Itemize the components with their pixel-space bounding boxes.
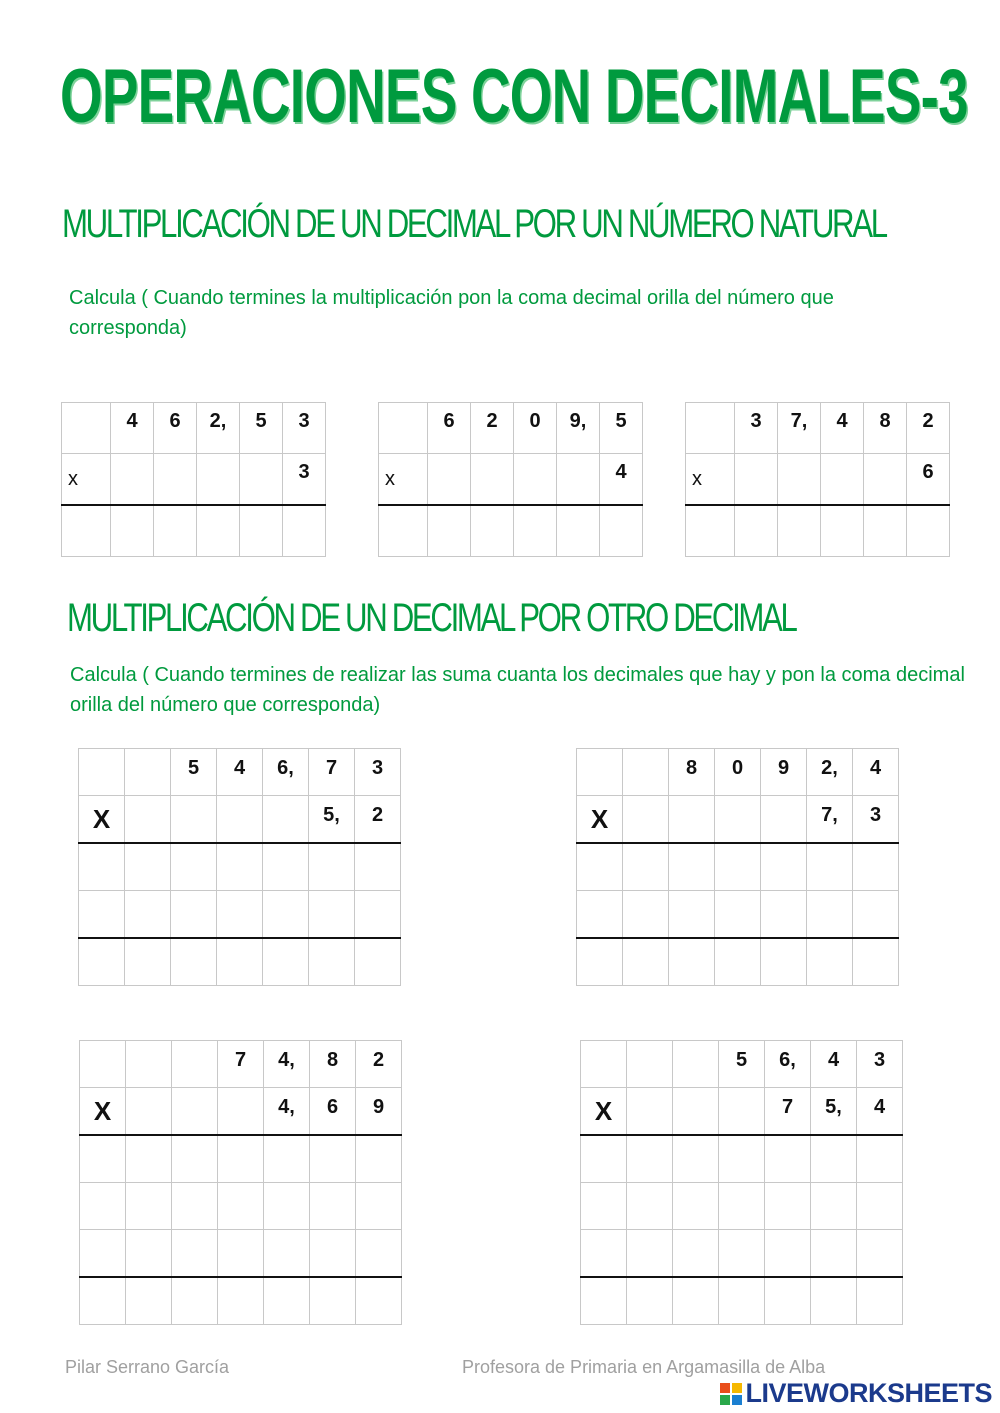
grid-row <box>80 1135 402 1183</box>
answer-cell[interactable] <box>428 454 471 506</box>
grid-row <box>79 843 401 891</box>
digit-cell: 4 <box>821 403 864 454</box>
answer-cell[interactable] <box>761 796 807 844</box>
multiply-sign: X <box>581 1088 627 1136</box>
digit-cell: 2 <box>355 796 401 844</box>
answer-cell[interactable] <box>715 891 761 939</box>
answer-cell[interactable] <box>126 1183 172 1230</box>
digit-cell: 7 <box>765 1088 811 1136</box>
grid-row <box>581 1183 903 1230</box>
grid-row <box>686 505 950 557</box>
problem-6-grid[interactable] <box>79 1040 402 1325</box>
digit-cell: 3 <box>283 454 326 506</box>
answer-cell[interactable] <box>907 505 950 557</box>
answer-cell[interactable] <box>864 454 907 506</box>
digit-cell: 6 <box>310 1088 356 1136</box>
liveworksheets-logo-text: LIVEWORKSHEETS <box>745 1378 992 1408</box>
grid-row <box>379 403 643 454</box>
answer-cell[interactable] <box>719 1230 765 1278</box>
answer-cell[interactable] <box>172 1088 218 1136</box>
answer-cell[interactable] <box>577 749 623 796</box>
answer-cell[interactable] <box>765 1135 811 1183</box>
grid-row <box>62 454 326 506</box>
answer-cell[interactable] <box>79 891 125 939</box>
digit-cell: 4 <box>811 1041 857 1088</box>
answer-cell[interactable] <box>719 1135 765 1183</box>
answer-cell[interactable] <box>154 505 197 557</box>
answer-cell[interactable] <box>80 1277 126 1325</box>
answer-cell[interactable] <box>263 891 309 939</box>
answer-cell[interactable] <box>218 1088 264 1136</box>
grid-row <box>79 796 401 844</box>
answer-cell[interactable] <box>171 938 217 986</box>
answer-cell[interactable] <box>669 891 715 939</box>
answer-cell[interactable] <box>309 938 355 986</box>
answer-cell[interactable] <box>218 1135 264 1183</box>
answer-cell[interactable] <box>217 796 263 844</box>
digit-cell: 2 <box>907 403 950 454</box>
answer-cell[interactable] <box>309 891 355 939</box>
problem-5-grid[interactable] <box>576 748 899 986</box>
grid-row <box>79 749 401 796</box>
answer-cell[interactable] <box>581 1041 627 1088</box>
answer-cell[interactable] <box>310 1183 356 1230</box>
answer-cell[interactable] <box>197 505 240 557</box>
answer-cell[interactable] <box>673 1183 719 1230</box>
digit-cell: 7, <box>807 796 853 844</box>
answer-cell[interactable] <box>80 1041 126 1088</box>
liveworksheets-logo <box>720 1378 992 1409</box>
answer-cell[interactable] <box>126 1277 172 1325</box>
digit-cell: 4 <box>111 403 154 454</box>
digit-cell: 6, <box>263 749 309 796</box>
answer-cell[interactable] <box>821 505 864 557</box>
digit-cell: 4 <box>217 749 263 796</box>
digit-cell: 3 <box>853 796 899 844</box>
answer-cell[interactable] <box>283 505 326 557</box>
digit-cell: 5 <box>171 749 217 796</box>
answer-cell[interactable] <box>627 1041 673 1088</box>
digit-cell: 5 <box>600 403 643 454</box>
digit-cell: 7, <box>778 403 821 454</box>
answer-cell[interactable] <box>623 843 669 891</box>
answer-cell[interactable] <box>811 1135 857 1183</box>
multiply-sign: x <box>62 454 111 506</box>
answer-cell[interactable] <box>686 505 735 557</box>
answer-cell[interactable] <box>310 1277 356 1325</box>
grid-row <box>577 891 899 939</box>
multiply-sign: x <box>686 454 735 506</box>
answer-cell[interactable] <box>264 1183 310 1230</box>
digit-cell: 6 <box>428 403 471 454</box>
answer-cell[interactable] <box>627 1183 673 1230</box>
answer-cell[interactable] <box>379 403 428 454</box>
answer-cell[interactable] <box>719 1088 765 1136</box>
section2-heading: MULTIPLICACIÓN DE UN DECIMAL POR OTRO DECIMAL <box>67 596 796 640</box>
grid-row <box>686 454 950 506</box>
problem-1-grid[interactable] <box>61 402 326 557</box>
multiply-sign: X <box>79 796 125 844</box>
answer-cell[interactable] <box>623 796 669 844</box>
answer-cell[interactable] <box>669 843 715 891</box>
digit-cell: 8 <box>310 1041 356 1088</box>
answer-cell[interactable] <box>310 1135 356 1183</box>
answer-cell[interactable] <box>853 891 899 939</box>
digit-cell: 3 <box>355 749 401 796</box>
digit-cell: 5 <box>719 1041 765 1088</box>
answer-cell[interactable] <box>172 1277 218 1325</box>
answer-cell[interactable] <box>172 1041 218 1088</box>
answer-cell[interactable] <box>310 1230 356 1278</box>
answer-cell[interactable] <box>80 1135 126 1183</box>
answer-cell[interactable] <box>557 505 600 557</box>
answer-cell[interactable] <box>581 1135 627 1183</box>
answer-cell[interactable] <box>673 1088 719 1136</box>
answer-cell[interactable] <box>126 1088 172 1136</box>
digit-cell: 5, <box>811 1088 857 1136</box>
grid-row <box>80 1183 402 1230</box>
answer-cell[interactable] <box>80 1183 126 1230</box>
page-title: OPERACIONES CON DECIMALES-3 <box>60 54 968 139</box>
answer-cell[interactable] <box>263 843 309 891</box>
answer-cell[interactable] <box>761 938 807 986</box>
answer-cell[interactable] <box>309 843 355 891</box>
grid-row <box>581 1088 903 1136</box>
digit-cell: 5, <box>309 796 355 844</box>
answer-cell[interactable] <box>62 403 111 454</box>
digit-cell: 8 <box>864 403 907 454</box>
answer-cell[interactable] <box>811 1277 857 1325</box>
answer-cell[interactable] <box>719 1183 765 1230</box>
grid-row <box>577 749 899 796</box>
answer-cell[interactable] <box>379 505 428 557</box>
digit-cell: 9 <box>761 749 807 796</box>
answer-cell[interactable] <box>217 891 263 939</box>
answer-cell[interactable] <box>686 403 735 454</box>
answer-cell[interactable] <box>821 454 864 506</box>
answer-cell[interactable] <box>125 749 171 796</box>
footer-role: Profesora de Primaria en Argamasilla de Alba <box>462 1357 826 1377</box>
problem-7-grid[interactable] <box>580 1040 903 1325</box>
answer-cell[interactable] <box>471 505 514 557</box>
answer-cell[interactable] <box>355 843 401 891</box>
grid-row <box>577 796 899 844</box>
answer-cell[interactable] <box>864 505 907 557</box>
answer-cell[interactable] <box>715 796 761 844</box>
answer-cell[interactable] <box>356 1230 402 1278</box>
problem-2-grid[interactable] <box>378 402 643 557</box>
grid-row <box>80 1041 402 1088</box>
answer-cell[interactable] <box>218 1183 264 1230</box>
answer-cell[interactable] <box>355 938 401 986</box>
digit-cell: 5 <box>240 403 283 454</box>
digit-cell: 3 <box>283 403 326 454</box>
grid-row <box>581 1277 903 1325</box>
answer-cell[interactable] <box>719 1277 765 1325</box>
footer-author: Pilar Serrano García <box>65 1357 230 1377</box>
answer-cell[interactable] <box>79 938 125 986</box>
answer-cell[interactable] <box>263 796 309 844</box>
liveworksheets-logo-icon <box>720 1383 742 1405</box>
answer-cell[interactable] <box>627 1230 673 1278</box>
grid-row <box>577 938 899 986</box>
section1-instruction: Calcula ( Cuando termines la multiplicación pon la coma decimal orilla del número que corresponda) <box>69 287 834 339</box>
grid-row <box>379 505 643 557</box>
answer-cell[interactable] <box>111 454 154 506</box>
grid-row <box>62 505 326 557</box>
digit-cell: 0 <box>514 403 557 454</box>
grid-row <box>581 1041 903 1088</box>
digit-cell: 2 <box>471 403 514 454</box>
answer-cell[interactable] <box>807 891 853 939</box>
answer-cell[interactable] <box>125 796 171 844</box>
answer-cell[interactable] <box>807 843 853 891</box>
answer-cell[interactable] <box>857 1135 903 1183</box>
answer-cell[interactable] <box>154 454 197 506</box>
answer-cell[interactable] <box>471 454 514 506</box>
answer-cell[interactable] <box>673 1135 719 1183</box>
digit-cell: 6 <box>154 403 197 454</box>
digit-cell: 4 <box>857 1088 903 1136</box>
answer-cell[interactable] <box>577 938 623 986</box>
digit-cell: 9, <box>557 403 600 454</box>
answer-cell[interactable] <box>264 1135 310 1183</box>
answer-cell[interactable] <box>735 505 778 557</box>
answer-cell[interactable] <box>126 1041 172 1088</box>
answer-cell[interactable] <box>197 454 240 506</box>
digit-cell: 2, <box>807 749 853 796</box>
answer-cell[interactable] <box>857 1230 903 1278</box>
answer-cell[interactable] <box>79 843 125 891</box>
answer-cell[interactable] <box>514 454 557 506</box>
answer-cell[interactable] <box>581 1183 627 1230</box>
answer-cell[interactable] <box>673 1041 719 1088</box>
digit-cell: 2 <box>356 1041 402 1088</box>
answer-cell[interactable] <box>172 1183 218 1230</box>
answer-cell[interactable] <box>715 938 761 986</box>
answer-cell[interactable] <box>218 1230 264 1278</box>
answer-cell[interactable] <box>778 454 821 506</box>
answer-cell[interactable] <box>623 891 669 939</box>
digit-cell: 3 <box>857 1041 903 1088</box>
multiply-sign: X <box>577 796 623 844</box>
answer-cell[interactable] <box>557 454 600 506</box>
digit-cell: 7 <box>218 1041 264 1088</box>
answer-cell[interactable] <box>217 938 263 986</box>
section1-heading: MULTIPLICACIÓN DE UN DECIMAL POR UN NÚMERO NATURAL <box>62 202 886 246</box>
digit-cell: 4, <box>264 1088 310 1136</box>
answer-cell[interactable] <box>811 1230 857 1278</box>
answer-cell[interactable] <box>111 505 154 557</box>
answer-cell[interactable] <box>62 505 111 557</box>
digit-cell: 4 <box>853 749 899 796</box>
grid-row <box>581 1135 903 1183</box>
answer-cell[interactable] <box>172 1230 218 1278</box>
answer-cell[interactable] <box>577 891 623 939</box>
grid-row <box>62 403 326 454</box>
digit-cell: 4 <box>600 454 643 506</box>
answer-cell[interactable] <box>355 891 401 939</box>
answer-cell[interactable] <box>264 1230 310 1278</box>
answer-cell[interactable] <box>240 454 283 506</box>
answer-cell[interactable] <box>761 843 807 891</box>
digit-cell: 7 <box>309 749 355 796</box>
answer-cell[interactable] <box>356 1135 402 1183</box>
digit-cell: 2, <box>197 403 240 454</box>
grid-row <box>79 938 401 986</box>
answer-cell[interactable] <box>735 454 778 506</box>
answer-cell[interactable] <box>240 505 283 557</box>
digit-cell: 4, <box>264 1041 310 1088</box>
answer-cell[interactable] <box>217 843 263 891</box>
answer-cell[interactable] <box>853 938 899 986</box>
grid-row <box>686 403 950 454</box>
grid-row <box>379 454 643 506</box>
answer-cell[interactable] <box>715 843 761 891</box>
answer-cell[interactable] <box>356 1183 402 1230</box>
answer-cell[interactable] <box>857 1277 903 1325</box>
answer-cell[interactable] <box>807 938 853 986</box>
answer-cell[interactable] <box>627 1277 673 1325</box>
answer-cell[interactable] <box>125 891 171 939</box>
answer-cell[interactable] <box>761 891 807 939</box>
grid-row <box>577 843 899 891</box>
answer-cell[interactable] <box>623 749 669 796</box>
answer-cell[interactable] <box>581 1230 627 1278</box>
answer-cell[interactable] <box>125 843 171 891</box>
answer-cell[interactable] <box>428 505 471 557</box>
answer-cell[interactable] <box>514 505 557 557</box>
digit-cell: 0 <box>715 749 761 796</box>
answer-cell[interactable] <box>765 1277 811 1325</box>
problem-3-grid[interactable] <box>685 402 950 557</box>
answer-cell[interactable] <box>623 938 669 986</box>
multiply-sign: X <box>80 1088 126 1136</box>
section2-instruction: Calcula ( Cuando termines de realizar las suma cuanta los decimales que hay y pon la coma decimal orilla del número que corresponda) <box>70 664 965 716</box>
answer-cell[interactable] <box>853 843 899 891</box>
answer-cell[interactable] <box>263 938 309 986</box>
answer-cell[interactable] <box>581 1277 627 1325</box>
answer-cell[interactable] <box>80 1230 126 1278</box>
digit-cell: 6 <box>907 454 950 506</box>
answer-cell[interactable] <box>218 1277 264 1325</box>
answer-cell[interactable] <box>172 1135 218 1183</box>
answer-cell[interactable] <box>765 1230 811 1278</box>
grid-row <box>80 1277 402 1325</box>
digit-cell: 6, <box>765 1041 811 1088</box>
answer-cell[interactable] <box>627 1135 673 1183</box>
answer-cell[interactable] <box>673 1277 719 1325</box>
answer-cell[interactable] <box>778 505 821 557</box>
answer-cell[interactable] <box>125 938 171 986</box>
answer-cell[interactable] <box>765 1183 811 1230</box>
grid-row <box>80 1230 402 1278</box>
grid-row <box>80 1088 402 1136</box>
answer-cell[interactable] <box>171 891 217 939</box>
answer-cell[interactable] <box>669 938 715 986</box>
answer-cell[interactable] <box>264 1277 310 1325</box>
answer-cell[interactable] <box>857 1183 903 1230</box>
grid-row <box>79 891 401 939</box>
answer-cell[interactable] <box>600 505 643 557</box>
answer-cell[interactable] <box>171 796 217 844</box>
digit-cell: 3 <box>735 403 778 454</box>
answer-cell[interactable] <box>627 1088 673 1136</box>
answer-cell[interactable] <box>79 749 125 796</box>
grid-row <box>581 1230 903 1278</box>
answer-cell[interactable] <box>126 1230 172 1278</box>
answer-cell[interactable] <box>126 1135 172 1183</box>
answer-cell[interactable] <box>673 1230 719 1278</box>
multiply-sign: x <box>379 454 428 506</box>
digit-cell: 9 <box>356 1088 402 1136</box>
answer-cell[interactable] <box>577 843 623 891</box>
answer-cell[interactable] <box>171 843 217 891</box>
answer-cell[interactable] <box>669 796 715 844</box>
answer-cell[interactable] <box>356 1277 402 1325</box>
digit-cell: 8 <box>669 749 715 796</box>
problem-4-grid[interactable] <box>78 748 401 986</box>
answer-cell[interactable] <box>811 1183 857 1230</box>
